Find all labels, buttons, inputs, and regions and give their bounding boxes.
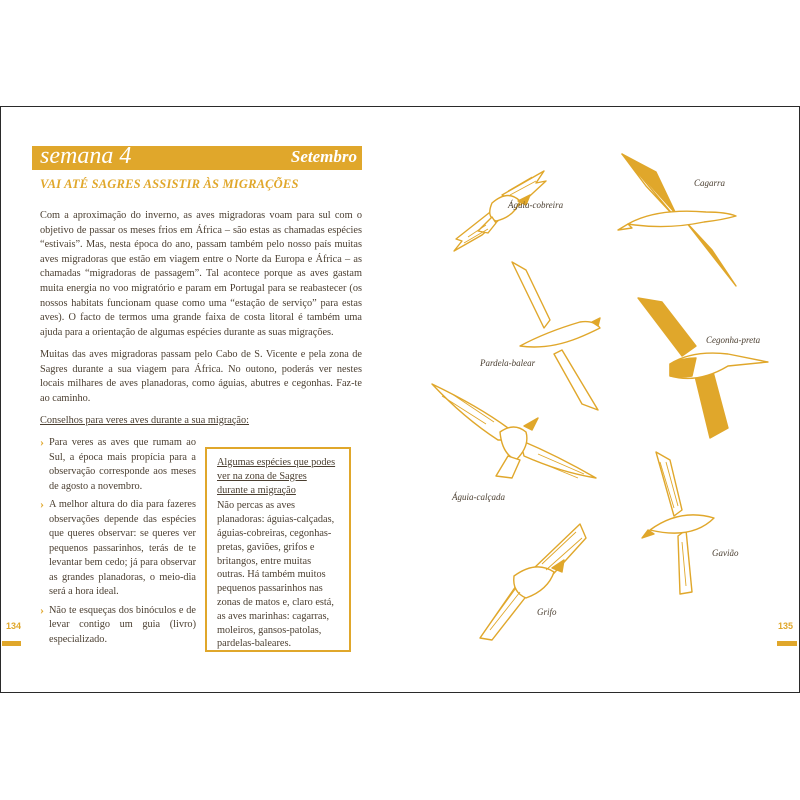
bird-label: Grifo bbox=[537, 607, 557, 617]
second-paragraph: Muitas das aves migradoras passam pelo Cabo de S. Vicente e pela zona de Sagres durante a sua viagem para África. No outono, poderás ver nestes locais milhares de aves planadoras, como águias, abutres e cegonhas. Faz-te ao caminho. bbox=[40, 349, 362, 404]
intro-paragraph: Com a aproximação do inverno, as aves migradoras voam para sul com o objetivo de passar os meses frios em África – são estas as chamadas espécies “estivais”. Mas, nesta época do ano, passam também pelo nosso país muitas aves migradoras que estão em viagem entre o Norte da Europa e África – as chamadas “migradoras de passagem”. Tal acontece porque as aves gastam muita energia no voo migratório e param em Portugal para se reabastecer (os nossos habitats funcionam quase como uma “estação de serviço” para estas aves). O facto de termos uma grande faixa de costa litoral é também uma ajuda para a orientação de algumas espécies durante as suas migrações. bbox=[40, 210, 362, 338]
cagarra-illustration bbox=[616, 150, 746, 290]
week-title: semana 4 bbox=[40, 143, 132, 169]
bird-label: Águia-calçada bbox=[452, 492, 505, 502]
bird-label: Gavião bbox=[712, 548, 739, 558]
tip-item: › Não te esqueças dos binóculos e de levar contigo um guia (livro) especializado. bbox=[40, 604, 196, 648]
aguia-cobreira-illustration bbox=[448, 165, 558, 265]
month-title: Setembro bbox=[290, 147, 357, 166]
section-subtitle: VAI ATÉ SAGRES ASSISTIR ÀS MIGRAÇÕES bbox=[40, 177, 299, 191]
cegonha-preta-illustration bbox=[632, 292, 772, 442]
species-box-text: Não percas as aves planadoras: águias-calçadas, águias-cobreiras, cegonhas-pretas, gaviões, grifos e britangos, entre muitas outras. Há também muitos pequenos passarinhos nas zonas de matos e, claro está, as aves marinhas: cagarras, moleiros, gansos-patolas, pardelas-baleares. bbox=[217, 500, 335, 650]
bird-label: Águia-cobreira bbox=[508, 200, 564, 210]
page-number-right: 135 bbox=[778, 621, 794, 631]
grifo-illustration bbox=[476, 520, 588, 644]
tips-title: Conselhos para veres aves durante a sua migração: bbox=[40, 415, 250, 426]
species-box-title: Algumas espécies que podes ver na zona de Sagres durante a migração bbox=[217, 457, 336, 496]
bird-label: Cagarra bbox=[694, 178, 726, 188]
bird-label: Cegonha-preta bbox=[706, 335, 761, 345]
species-box bbox=[205, 447, 351, 652]
tips-list bbox=[40, 436, 196, 651]
gaviao-illustration bbox=[640, 446, 720, 598]
tip-item: › A melhor altura do dia para fazeres observações depende das espécies que queres observar: se queres ver pequenos passarinhos, terás de te levantar bem cedo; já para observar as grandes planadoras, o meio-dia será a hora ideal. bbox=[40, 498, 196, 600]
page-bar-left bbox=[2, 641, 21, 646]
page-bar-right bbox=[777, 641, 797, 646]
aguia-calcada-illustration bbox=[428, 380, 600, 488]
bird-label: Pardela-balear bbox=[480, 358, 536, 368]
tip-item: › Para veres as aves que rumam ao Sul, a época mais propícia para a observação corresponde aos meses de agosto a novembro. bbox=[40, 436, 196, 494]
page-number-left: 134 bbox=[6, 621, 22, 631]
